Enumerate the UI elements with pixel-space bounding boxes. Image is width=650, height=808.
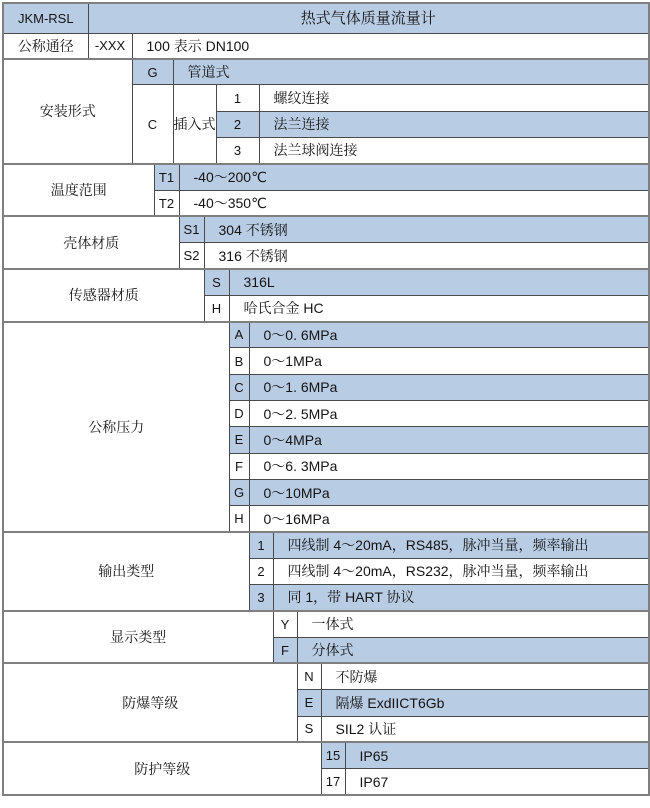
option-desc: -40～200℃ [179,164,649,190]
option-desc: 0～0. 6MPa [249,322,649,348]
option-code: 17 [321,769,345,795]
option-desc: 法兰连接 [259,111,649,137]
option-desc: IP65 [345,742,649,768]
option-code: G [132,59,173,85]
option-desc: 分体式 [297,637,649,663]
option-desc: 0～1. 6MPa [249,374,649,400]
option-desc: 螺纹连接 [259,85,649,111]
section-label-diameter: 公称通径 [3,33,88,58]
option-code: Y [273,611,297,637]
option-code: A [229,322,249,348]
option-code: T1 [154,164,179,190]
option-code: C [229,374,249,400]
option-code: S2 [179,243,204,269]
option-desc: -40～350℃ [179,190,649,216]
option-code: B [229,348,249,374]
option-code: S [297,716,321,742]
option-desc: 不防爆 [321,663,649,689]
option-code: 1 [216,85,259,111]
option-code: D [229,400,249,426]
option-desc: 哈氏合金 HC [229,295,649,321]
model-selection-table [2,2,650,796]
model-code: JKM-RSL [3,3,88,33]
option-code: F [273,637,297,663]
option-code: S [204,269,229,295]
section-label-output: 输出类型 [3,532,249,611]
option-code: H [229,506,249,532]
option-code: H [204,295,229,321]
section-label-temperature: 温度范围 [3,164,154,217]
option-desc: 法兰球阀连接 [259,138,649,164]
option-desc: 0～16MPa [249,506,649,532]
option-desc: 四线制 4～20mA，RS485，脉冲当量，频率输出 [273,532,649,558]
option-code: 15 [321,742,345,768]
option-code: 1 [249,532,273,558]
option-desc: 隔爆 ExdIICT6Gb [321,690,649,716]
option-desc: 一体式 [297,611,649,637]
diameter-desc: 100 表示 DN100 [132,33,649,58]
option-code: 3 [249,585,273,611]
option-code: F [229,453,249,479]
section-label-sensor: 传感器材质 [3,269,204,322]
option-desc: SIL2 认证 [321,716,649,742]
option-desc: 316 不锈钢 [204,243,649,269]
option-desc: 0～4MPa [249,427,649,453]
option-code: 2 [216,111,259,137]
section-label-display: 显示类型 [3,611,273,664]
option-desc: 0～10MPa [249,479,649,505]
option-code: C [132,85,173,164]
option-desc: 0～6. 3MPa [249,453,649,479]
option-desc: 同 1，带 HART 协议 [273,585,649,611]
option-code: E [229,427,249,453]
option-desc: 0～1MPa [249,348,649,374]
section-label-housing: 壳体材质 [3,216,179,269]
option-code: E [297,690,321,716]
section-label-explosion: 防爆等级 [3,663,297,742]
option-desc: 0～2. 5MPa [249,400,649,426]
option-code: N [297,663,321,689]
option-desc: 304 不锈钢 [204,216,649,242]
option-code: T2 [154,190,179,216]
option-desc: 四线制 4～20mA，RS232，脉冲当量，频率输出 [273,558,649,584]
diameter-code: -XXX [88,33,132,58]
product-title: 热式气体质量流量计 [88,3,649,33]
option-code: 2 [249,558,273,584]
option-code: 3 [216,138,259,164]
option-desc: 316L [229,269,649,295]
option-desc: 管道式 [173,59,649,85]
section-label-pressure: 公称压力 [3,322,229,532]
section-label-install: 安装形式 [3,59,132,164]
insertion-type-label: 插入式 [173,85,216,164]
option-code: S1 [179,216,204,242]
option-desc: IP67 [345,769,649,795]
section-label-protection: 防护等级 [3,742,321,795]
option-code: G [229,479,249,505]
